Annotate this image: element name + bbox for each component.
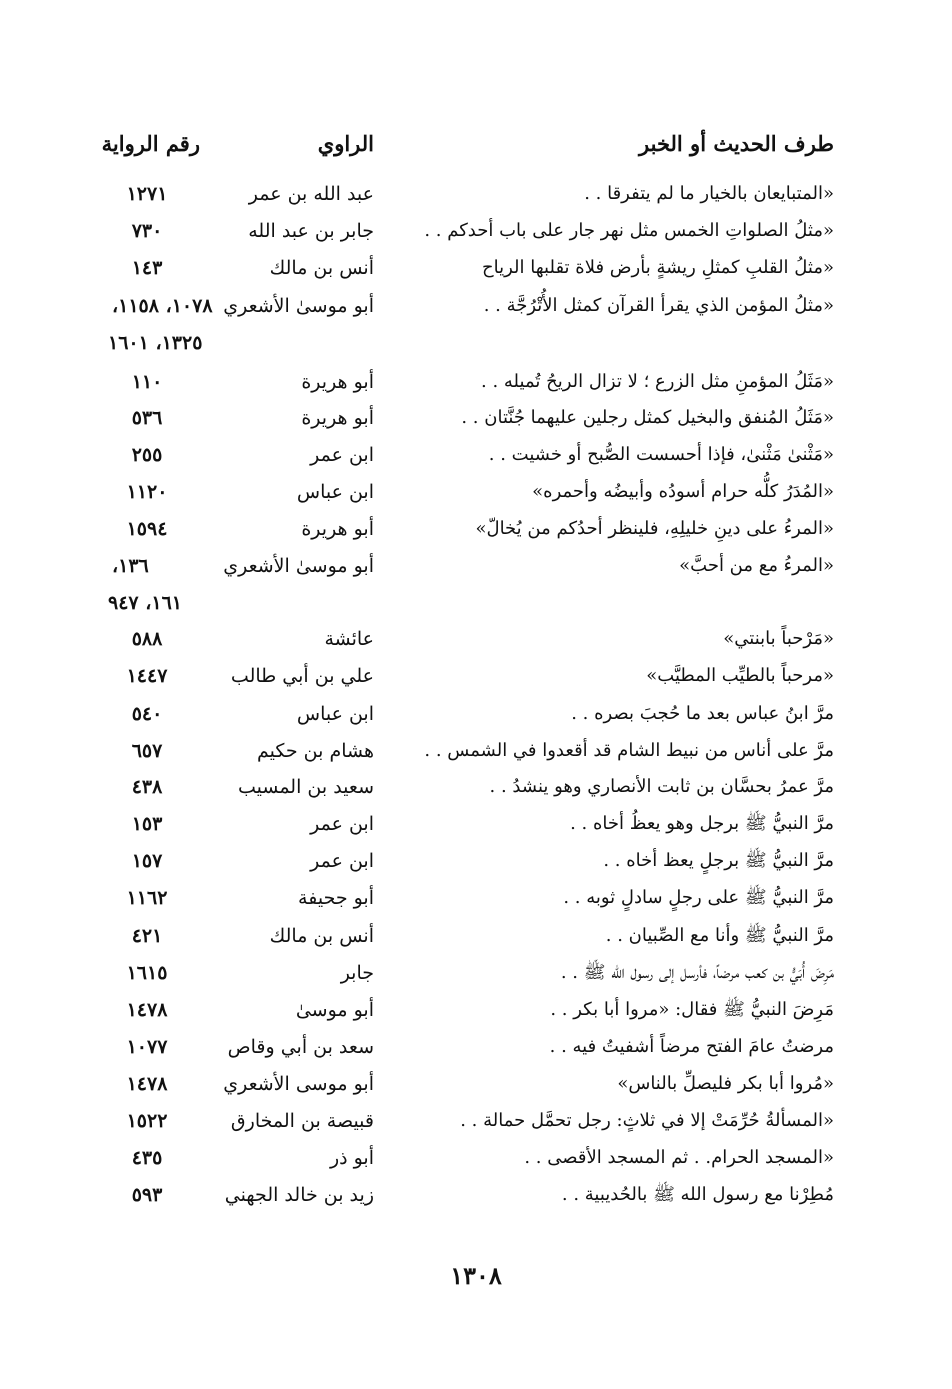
hadith-text: «المسجد الحرام. . ثم المسجد الأقصى . . xyxy=(524,1147,834,1168)
narrator: ابن عمر xyxy=(310,813,374,835)
table-row xyxy=(0,288,952,324)
narrator: هشام بن حكيم xyxy=(257,740,374,762)
hadith-text: «المُدَرُ كلُّه حرام أسودُه وأبيضُه وأحمره» xyxy=(532,481,834,502)
table-row xyxy=(0,658,952,694)
narrator: أنس بن مالك xyxy=(269,257,374,279)
narration-number: ١٣٦، xyxy=(112,555,149,577)
table-row xyxy=(0,918,952,954)
number-column-header: رقم الرواية xyxy=(101,131,200,156)
table-row xyxy=(0,548,952,584)
table-row xyxy=(0,474,952,510)
table-row xyxy=(0,364,952,400)
narrator: زيد بن خالد الجهني xyxy=(224,1184,374,1206)
table-row xyxy=(0,400,952,436)
narration-number-continuation: ١٣٢٥، ١٦٠١ xyxy=(108,332,203,354)
narration-number: ١٦١٥ xyxy=(126,962,168,984)
table-row xyxy=(0,806,952,842)
narrator: سعيد بن المسيب xyxy=(237,776,374,798)
hadith-text: «مُروا أبا بكر فليصلِّ بالناس» xyxy=(617,1073,834,1094)
narrator: أبو موسى الأشعري xyxy=(223,1073,374,1095)
table-row xyxy=(0,1066,952,1102)
narrator: أنس بن مالك xyxy=(269,925,374,947)
narration-number: ١٠٧٧ xyxy=(126,1036,168,1058)
hadith-text: مرَّ النبيُّ ﷺ برجلٍ يعظ أخاه . . xyxy=(603,850,834,871)
narrator: أبو موسىٰ xyxy=(295,999,374,1021)
hadith-text: مرَّ النبيُّ ﷺ برجل وهو يعظُ أخاه . . xyxy=(570,813,834,834)
narrator: عبد الله بن عمر xyxy=(248,183,374,205)
narration-number: ١١٢٠ xyxy=(126,481,168,503)
narrator: جابر xyxy=(340,962,374,984)
narration-number: ٥٩٣ xyxy=(131,1184,163,1206)
narrator: أبو هريرة xyxy=(301,371,374,393)
narrator: أبو هريرة xyxy=(301,518,374,540)
page-number: ١٣٠٨ xyxy=(450,1261,502,1290)
narration-number: ٤٣٨ xyxy=(131,776,163,798)
narration-number: ١٥٣ xyxy=(131,813,163,835)
hadith-text: مرَّ النبيُّ ﷺ وأنا مع الصِّبيان . . xyxy=(605,925,834,946)
narrator: أبو موسىٰ الأشعري xyxy=(223,555,374,577)
narrator: أبو جحيفة xyxy=(298,887,374,909)
narration-number: ١٤٧٨ xyxy=(126,999,168,1021)
narrator-column-header: الراوي xyxy=(317,131,374,156)
narrator: أبو موسىٰ الأشعري xyxy=(223,295,374,317)
hadith-text: «المتبايعان بالخيار ما لم يتفرقا . . xyxy=(584,183,834,204)
hadith-text: «مثلُ الصلواتِ الخمس مثل نهر جار على باب أحدكم . . xyxy=(424,220,834,241)
table-row xyxy=(0,769,952,805)
hadith-text: «مَرْحباً بابنتي» xyxy=(723,628,834,649)
table-row xyxy=(0,250,952,286)
narrator: ابن عمر xyxy=(310,850,374,872)
hadith-column-header: طرف الحديث أو الخبر xyxy=(639,131,834,156)
narration-number: ١٥٢٢ xyxy=(126,1110,168,1132)
hadith-text: «مَثَلُ المؤمنِ مثل الزرع ؛ لا تزال الريحُ تُميله . . xyxy=(481,371,834,392)
hadith-text: «المرءُ مع من أحبَّ» xyxy=(679,555,834,576)
narrator: سعد بن أبي وقاص xyxy=(227,1036,374,1058)
narrator: عائشة xyxy=(324,628,374,650)
narrator: أبو هريرة xyxy=(301,407,374,429)
hadith-text: مرَّ عمرُ بحسَّان بن ثابت الأنصاري وهو ينشدُ . . xyxy=(489,776,834,797)
narration-number: ١٤٤٧ xyxy=(126,665,168,687)
narration-number: ١١٠ xyxy=(131,371,163,393)
narration-number: ١٢٧١ xyxy=(126,183,168,205)
narration-number: ١١٦٢ xyxy=(126,887,168,909)
narration-number: ١٥٧ xyxy=(131,850,163,872)
narrator: أبو ذر xyxy=(329,1147,374,1169)
table-row xyxy=(0,437,952,473)
table-row xyxy=(0,1177,952,1213)
table-row xyxy=(0,992,952,1028)
narration-number: ١٤٣ xyxy=(131,257,163,279)
narrator: ابن عمر xyxy=(310,444,374,466)
hadith-text: «مَثْنىٰ مَثْنىٰ، فإذا أحسست الصُّبح أو خشيت . . xyxy=(488,444,834,465)
narration-number: ٤٣٥ xyxy=(131,1147,163,1169)
hadith-text: «مثلُ القلبِ كمثلِ ريشةٍ بأرض فلاة تقلبها الرياح xyxy=(482,257,834,278)
narrator: ابن عباس xyxy=(296,481,374,503)
narration-number: ٥٨٨ xyxy=(131,628,163,650)
narration-number: ٥٣٦ xyxy=(131,407,163,429)
hadith-text: مرضتُ عامَ الفتح مرضاً أشفيتُ فيه . . xyxy=(549,1036,834,1057)
table-row xyxy=(0,621,952,657)
table-header xyxy=(0,126,952,166)
hadith-text: مرَّ على أناس من نبيط الشام قد أقعدوا في الشمس . . xyxy=(424,740,834,761)
narrator: علي بن أبي طالب xyxy=(230,665,374,687)
table-row xyxy=(0,511,952,547)
table-row xyxy=(0,733,952,769)
table-row xyxy=(0,1029,952,1065)
table-row xyxy=(0,213,952,249)
hadith-text: مُطِرْنا مع رسول الله ﷺ بالحُديبية . . xyxy=(561,1184,834,1205)
hadith-text: مرَّ النبيُّ ﷺ على رجلٍ سادلٍ ثوبه . . xyxy=(563,887,834,908)
hadith-text: «مرحباً بالطيِّب المطيَّب» xyxy=(646,665,834,686)
table-row xyxy=(0,696,952,732)
hadith-text: «المسألةُ حُرِّمَتْ إلا في ثلاثٍ: رجل تحمَّل حمالة . . xyxy=(460,1110,834,1131)
narrator: ابن عباس xyxy=(296,703,374,725)
narration-number: ٧٣٠ xyxy=(131,220,163,242)
table-row xyxy=(0,843,952,879)
narrator: قبيصة بن المخارق xyxy=(230,1110,374,1132)
hadith-text: «مَثَلُ المُنفق والبخيل كمثل رجلين عليهما جُنَّتان . . xyxy=(461,407,834,428)
narration-number: ٦٥٧ xyxy=(131,740,163,762)
narration-number: ١٤٧٨ xyxy=(126,1073,168,1095)
narration-number: ٥٤٠ xyxy=(131,703,163,725)
narrator: جابر بن عبد الله xyxy=(248,220,374,242)
hadith-text: «مثلُ المؤمن الذي يقرأ القرآن كمثل الأُتْرُجَّة . . xyxy=(483,295,834,316)
table-row xyxy=(0,955,952,991)
table-row xyxy=(0,1103,952,1139)
hadith-text: مَرِضَ النبيُّ ﷺ فقال: «مروا أبا بكر . . xyxy=(550,999,834,1020)
narration-number: ١٠٧٨، ١١٥٨، xyxy=(112,295,213,317)
narration-number-continuation: ١٦١، ٩٤٧ xyxy=(108,592,182,614)
narration-number: ٢٥٥ xyxy=(131,444,163,466)
narration-number: ١٥٩٤ xyxy=(126,518,168,540)
table-row xyxy=(0,880,952,916)
table-row xyxy=(0,176,952,212)
hadith-text: «المرءُ على دينِ خليلِهِ، فلينظر أحدُكم من يُخالّ» xyxy=(475,518,834,539)
narration-number: ٤٢١ xyxy=(131,925,163,947)
hadith-text: مَرِضَ أُبَيُّ بن كعب مرضاً، فأرسل إلى رسول الله ﷺ . . xyxy=(560,962,834,983)
table-row xyxy=(0,1140,952,1176)
hadith-text: مرَّ ابنُ عباس بعد ما حُجبَ بصره . . xyxy=(571,703,834,724)
